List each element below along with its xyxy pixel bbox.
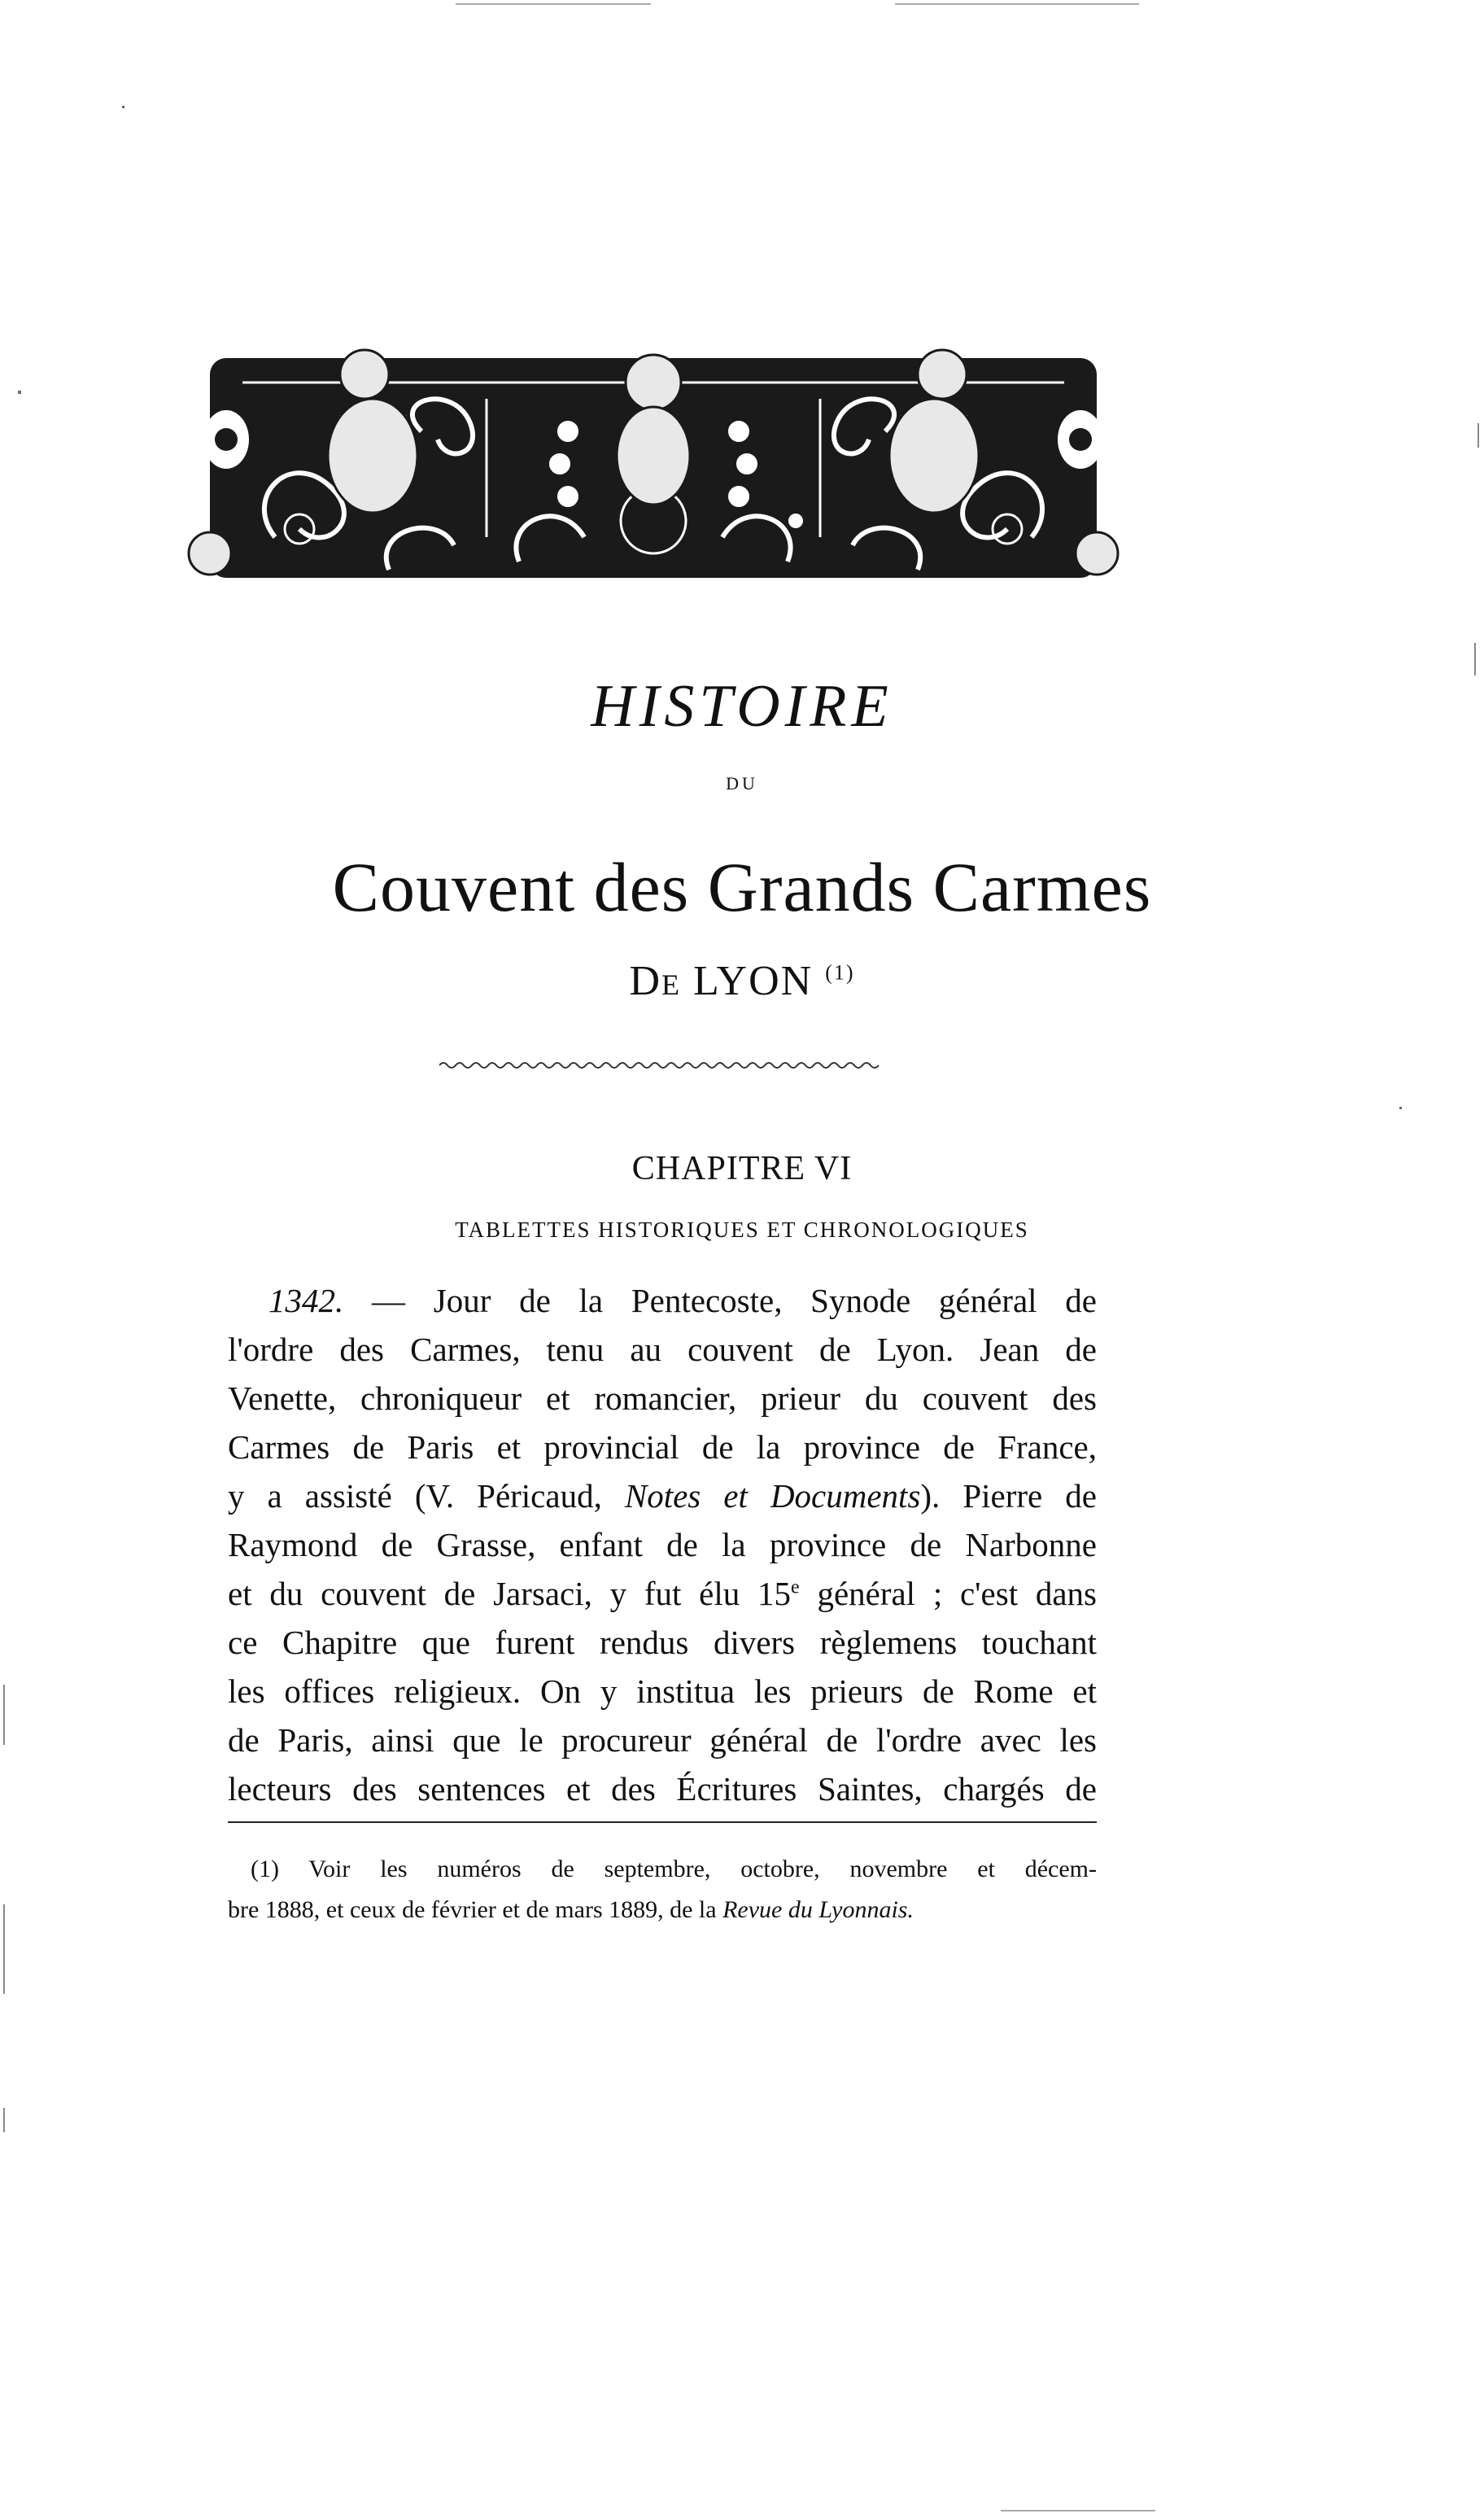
title-connector: DU: [726, 773, 758, 793]
body-line: Venette, chroniqueur et romancier, prieur du couvent des: [228, 1379, 1097, 1417]
entry-year: 1342.: [268, 1282, 344, 1319]
chapter-title: CHAPITRE VI: [631, 1150, 853, 1187]
scan-speck: [456, 3, 651, 5]
main-title: Couvent des Grands Carmes: [332, 848, 1152, 926]
footnote: [228, 1849, 1097, 1930]
scan-edge-mark: [3, 2108, 5, 2132]
scan-edge-mark: [1477, 423, 1479, 448]
scan-edge-mark: [3, 1904, 5, 1994]
scan-speck: [895, 3, 1139, 5]
scan-speck: [18, 391, 21, 394]
title-place-text: De LYON: [629, 958, 814, 1004]
body-line: et du couvent de Jarsaci, y fut élu 15e général ; c'est dans: [228, 1575, 1098, 1612]
scan-speck: [1399, 1107, 1402, 1109]
scan-edge-mark: [3, 1685, 5, 1745]
scan-speck: [122, 106, 124, 108]
body-line: lecteurs des sentences et des Écritures Saintes, chargés de: [228, 1770, 1097, 1808]
scan-speck: [1001, 2510, 1155, 2511]
book-title: HISTOIRE: [591, 673, 893, 740]
scan-edge-mark: [1474, 643, 1476, 675]
body-line: les offices religieux. On y institua les prieurs de Rome et: [228, 1672, 1097, 1710]
wavy-divider-icon: [439, 1060, 879, 1071]
ordinal-superscript: e: [791, 1576, 800, 1598]
footnote-line: (1) Voir les numéros de septembre, octobre, novembre et décem-: [251, 1856, 1097, 1882]
footnote-divider: [228, 1821, 1097, 1823]
body-line: Carmes de Paris et provincial de la province de France,: [228, 1428, 1097, 1466]
body-line: 1342. — Jour de la Pentecoste, Synode général de: [268, 1282, 1097, 1319]
body-paragraph: [228, 1276, 1097, 1813]
title-place: [0, 957, 1484, 1005]
ornamental-headpiece-cherubs-scrolls-icon: [177, 334, 1129, 586]
body-line: l'ordre des Carmes, tenu au couvent de Lyon. Jean de: [228, 1331, 1097, 1368]
footnote-reference: (1): [825, 960, 855, 985]
body-line: ce Chapitre que furent rendus divers règlemens touchant: [228, 1624, 1097, 1661]
cited-journal-title: Revue du Lyonnais.: [722, 1896, 914, 1923]
footnote-line: bre 1888, et ceux de février et de mars 1889, de la Revue du Lyonnais.: [228, 1896, 914, 1923]
chapter-subtitle: TABLETTES HISTORIQUES ET CHRONOLOGIQUES: [455, 1217, 1029, 1242]
body-line: de Paris, ainsi que le procureur général de l'ordre avec les: [228, 1721, 1097, 1759]
body-line: y a assisté (V. Péricaud, Notes et Documents). Pierre de: [228, 1477, 1097, 1515]
cited-work-title: Notes et Documents: [624, 1477, 921, 1515]
body-line: Raymond de Grasse, enfant de la province de Narbonne: [228, 1526, 1097, 1563]
